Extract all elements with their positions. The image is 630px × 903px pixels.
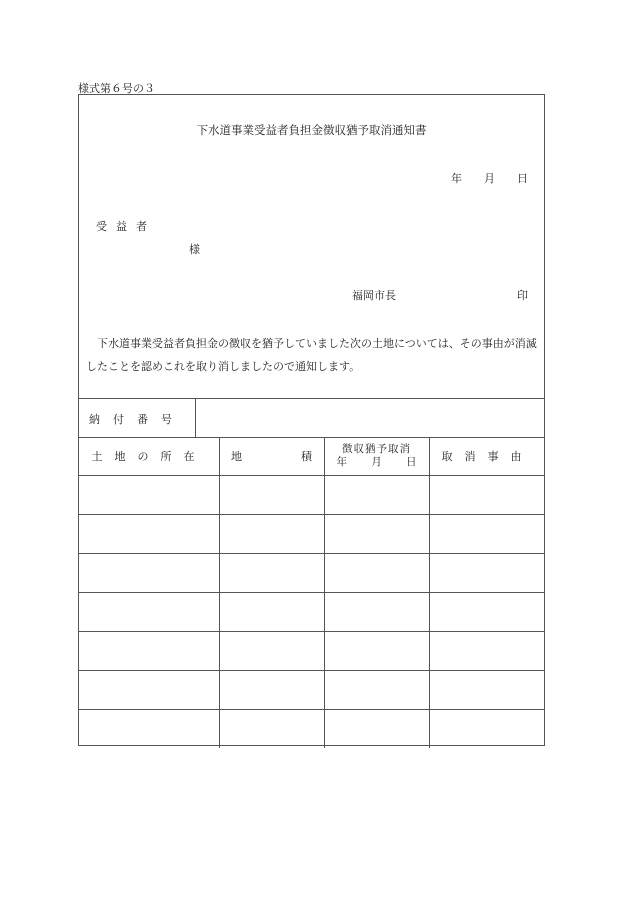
divider	[79, 398, 544, 399]
header-day: 日	[406, 456, 417, 468]
header-cancel-date-ymd	[337, 456, 417, 469]
cell-cancel-date[interactable]	[328, 713, 429, 746]
cell-area[interactable]	[223, 557, 324, 590]
header-cancel-date-title: 徴収猶予取消	[342, 443, 411, 455]
cell-cancel-date[interactable]	[328, 557, 429, 590]
row-divider	[79, 592, 544, 593]
header-area-right: 積	[301, 450, 312, 463]
honorific: 様	[189, 243, 200, 256]
cell-area[interactable]	[223, 635, 324, 668]
header-year: 年	[336, 456, 347, 468]
cell-area[interactable]	[223, 479, 324, 512]
header-area-left: 地	[231, 450, 242, 463]
cell-location[interactable]	[83, 674, 219, 707]
cell-cancel-date[interactable]	[328, 596, 429, 629]
header-area	[219, 437, 324, 475]
row-divider	[79, 475, 544, 476]
header-location: 土地の所在	[91, 450, 207, 463]
row-divider	[79, 670, 544, 671]
notice-form	[78, 94, 545, 746]
date-month: 月	[484, 172, 495, 185]
cell-location[interactable]	[83, 713, 219, 746]
cell-reason[interactable]	[433, 635, 545, 668]
cell-cancel-date[interactable]	[328, 635, 429, 668]
cell-area[interactable]	[223, 596, 324, 629]
seal-mark: 印	[517, 289, 528, 302]
cell-area[interactable]	[223, 674, 324, 707]
row-divider	[79, 709, 544, 710]
cell-location[interactable]	[83, 557, 219, 590]
document-title: 下水道事業受益者負担金徴収猶予取消通知書	[196, 123, 427, 137]
date-line	[451, 170, 528, 186]
payment-number-label: 納付番号	[89, 413, 185, 426]
header-reason: 取消事由	[441, 450, 534, 463]
date-day: 日	[517, 172, 528, 185]
row-divider	[79, 553, 544, 554]
row-divider	[79, 631, 544, 632]
cell-reason[interactable]	[433, 713, 545, 746]
cell-cancel-date[interactable]	[328, 674, 429, 707]
sender-name: 福岡市長	[352, 289, 396, 302]
cell-location[interactable]	[83, 635, 219, 668]
cell-area[interactable]	[223, 713, 324, 746]
divider	[195, 398, 196, 437]
cell-area[interactable]	[223, 518, 324, 551]
cell-reason[interactable]	[433, 674, 545, 707]
cell-reason[interactable]	[433, 518, 545, 551]
payment-number-field[interactable]	[199, 403, 543, 433]
cell-reason[interactable]	[433, 557, 545, 590]
header-cancel-date	[324, 437, 429, 475]
header-month: 月	[371, 456, 382, 468]
row-divider	[79, 514, 544, 515]
cell-cancel-date[interactable]	[328, 479, 429, 512]
cell-reason[interactable]	[433, 479, 545, 512]
notice-body: 下水道事業受益者負担金の徴収を猶予していました次の土地については、その事由が消滅したことを認めこれを取り消しましたので通知します。	[86, 337, 537, 373]
date-year: 年	[451, 172, 462, 185]
cell-location[interactable]	[83, 518, 219, 551]
cell-cancel-date[interactable]	[328, 518, 429, 551]
cell-location[interactable]	[83, 479, 219, 512]
cell-reason[interactable]	[433, 596, 545, 629]
form-number: 様式第６号の３	[78, 82, 155, 95]
cell-location[interactable]	[83, 596, 219, 629]
recipient-label: 受益者	[96, 220, 156, 233]
